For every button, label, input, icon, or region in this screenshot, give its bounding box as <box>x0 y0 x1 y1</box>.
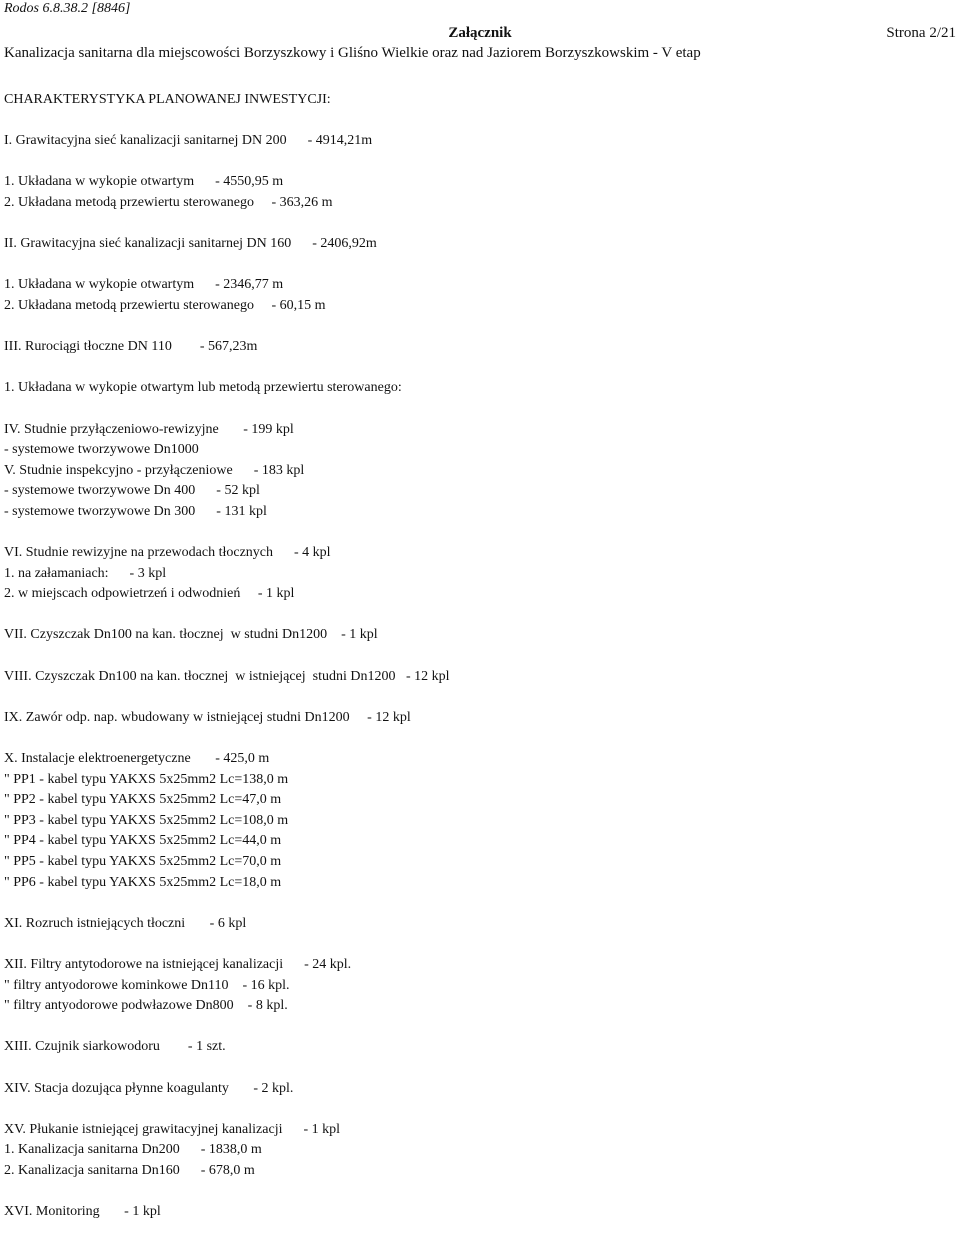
text-line: II. Grawitacyjna sieć kanalizacji sanitarnej DN 160 - 2406,92m <box>4 236 377 252</box>
blank-line <box>4 934 944 955</box>
text-line: VIII. Czyszczak Dn100 na kan. tłocznej w istniejącej studni Dn1200 - 12 kpl <box>4 668 450 684</box>
blank-line <box>4 893 944 914</box>
text-line: 2. w miejscach odpowietrzeń i odwodnień - 1 kpl <box>4 586 295 602</box>
text-line: III. Rurociągi tłoczne DN 110 - 567,23m <box>4 339 258 355</box>
text-line: XIV. Stacja dozująca płynne koagulanty - 2 kpl. <box>4 1080 294 1096</box>
text-line: 1. na załamaniach: - 3 kpl <box>4 565 167 581</box>
text-line: " PP5 - kabel typu YAKXS 5x25mm2 Lc=70,0 m <box>4 853 282 869</box>
blank-line <box>4 111 944 132</box>
blank-line <box>4 522 944 543</box>
text-line: " filtry antyodorowe podwłazowe Dn800 - 8 kpl. <box>4 998 288 1014</box>
text-line: XVI. Monitoring - 1 kpl <box>4 1204 161 1220</box>
document-body <box>4 90 944 1223</box>
blank-line <box>4 1017 944 1038</box>
text-line: XI. Rozruch istniejących tłoczni - 6 kpl <box>4 915 247 931</box>
text-line: IX. Zawór odp. nap. wbudowany w istniejącej studni Dn1200 - 12 kpl <box>4 709 411 725</box>
blank-line <box>4 1099 944 1120</box>
blank-line <box>4 1058 944 1079</box>
blank-line <box>4 255 944 276</box>
blank-line <box>4 1181 944 1202</box>
text-line: " PP3 - kabel typu YAKXS 5x25mm2 Lc=108,0 m <box>4 812 289 828</box>
app-title: Rodos 6.8.38.2 [8846] <box>4 1 131 16</box>
page-indicator: Strona 2/21 <box>886 25 956 41</box>
blank-line <box>4 152 944 173</box>
text-line: VII. Czyszczak Dn100 na kan. tłocznej w studni Dn1200 - 1 kpl <box>4 627 378 643</box>
text-line: - systemowe tworzywowe Dn 400 - 52 kpl <box>4 483 260 499</box>
text-line: XII. Filtry antytodorowe na istniejącej kanalizacji - 24 kpl. <box>4 956 352 972</box>
text-line: 1. Układana w wykopie otwartym lub metodą przewiertu sterowanego: <box>4 380 402 396</box>
blank-line <box>4 646 944 667</box>
blank-line <box>4 728 944 749</box>
text-line: - systemowe tworzywowe Dn1000 <box>4 442 199 458</box>
section-title: CHARAKTERYSTYKA PLANOWANEJ INWESTYCJI: <box>4 92 331 107</box>
project-title: Kanalizacja sanitarna dla miejscowości Borzyszkowy i Gliśno Wielkie oraz nad Jaziorem Borzyszkowskim - V etap <box>4 45 701 61</box>
text-line: " filtry antyodorowe kominkowe Dn110 - 16 kpl. <box>4 977 290 993</box>
text-line: XIII. Czujnik siarkowodoru - 1 szt. <box>4 1039 226 1055</box>
text-line: 2. Układana metodą przewiertu sterowanego - 60,15 m <box>4 297 326 313</box>
text-line: IV. Studnie przyłączeniowo-rewizyjne - 199 kpl <box>4 421 294 437</box>
document-heading: Załącznik <box>448 25 512 41</box>
text-line: 1. Układana w wykopie otwartym - 4550,95 m <box>4 174 284 190</box>
text-line: 2. Kanalizacja sanitarna Dn160 - 678,0 m <box>4 1162 255 1178</box>
text-line: XV. Płukanie istniejącej grawitacyjnej kanalizacji - 1 kpl <box>4 1121 341 1137</box>
text-line: V. Studnie inspekcyjno - przyłączeniowe - 183 kpl <box>4 462 305 478</box>
blank-line <box>4 358 944 379</box>
blank-line <box>4 317 944 338</box>
blank-line <box>4 214 944 235</box>
text-line: " PP2 - kabel typu YAKXS 5x25mm2 Lc=47,0 m <box>4 792 282 808</box>
text-line: 2. Układana metodą przewiertu sterowanego - 363,26 m <box>4 194 333 210</box>
blank-line <box>4 687 944 708</box>
text-line: VI. Studnie rewizyjne na przewodach tłocznych - 4 kpl <box>4 545 331 561</box>
text-line: 1. Układana w wykopie otwartym - 2346,77 m <box>4 277 284 293</box>
investment-lines <box>4 111 944 1223</box>
blank-line <box>4 605 944 626</box>
text-line: 1. Kanalizacja sanitarna Dn200 - 1838,0 m <box>4 1142 262 1158</box>
text-line: " PP1 - kabel typu YAKXS 5x25mm2 Lc=138,0 m <box>4 771 289 787</box>
text-line: - systemowe tworzywowe Dn 300 - 131 kpl <box>4 503 267 519</box>
blank-line <box>4 399 944 420</box>
text-line: X. Instalacje elektroenergetyczne - 425,0 m <box>4 751 270 766</box>
text-line: I. Grawitacyjna sieć kanalizacji sanitarnej DN 200 - 4914,21m <box>4 133 373 149</box>
text-line: " PP4 - kabel typu YAKXS 5x25mm2 Lc=44,0 m <box>4 833 282 849</box>
text-line: " PP6 - kabel typu YAKXS 5x25mm2 Lc=18,0 m <box>4 874 282 890</box>
